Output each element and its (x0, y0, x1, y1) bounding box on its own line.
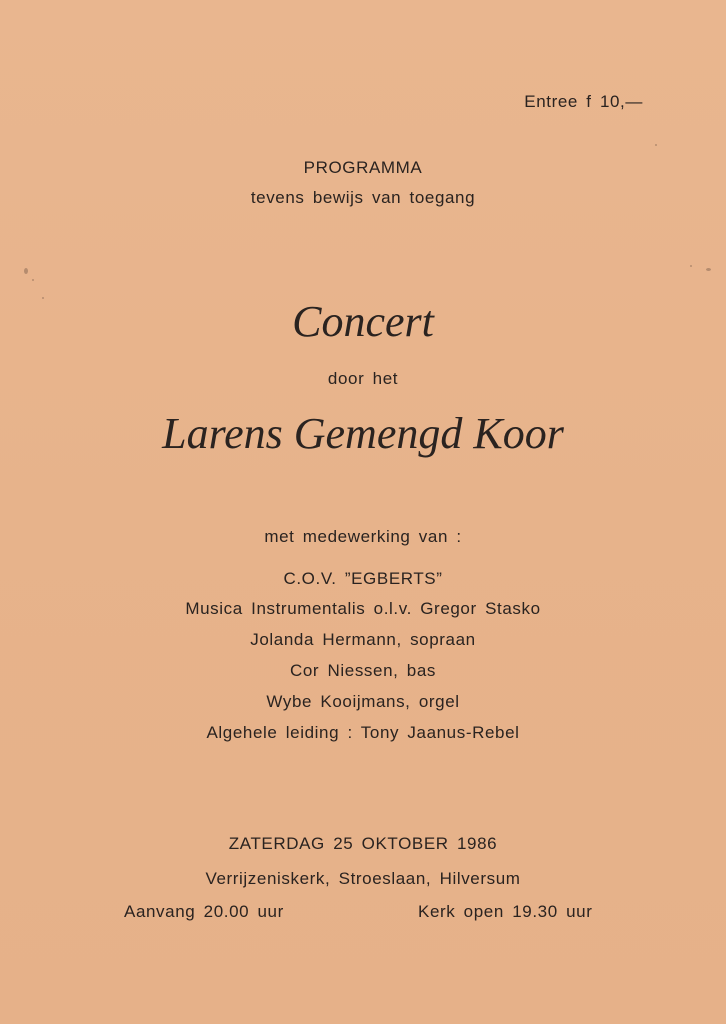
performer-item: Algehele leiding : Tony Jaanus-Rebel (206, 723, 520, 742)
paper-speck (706, 268, 711, 271)
entry-price: Entree f 10,— (524, 92, 643, 111)
performer-item: Wybe Kooijmans, orgel (266, 692, 460, 711)
programma-heading: PROGRAMMA (303, 158, 423, 177)
door-het-text: door het (327, 369, 399, 388)
admission-note: tevens bewijs van toegang (250, 188, 476, 207)
performer-item: C.O.V. ”EGBERTS” (283, 569, 443, 588)
choir-name: Larens Gemengd Koor (162, 409, 564, 458)
paper-speck (690, 265, 692, 267)
paper-speck (24, 268, 28, 274)
performer-item: Cor Niessen, bas (290, 661, 436, 680)
start-time: Aanvang 20.00 uur (124, 902, 284, 921)
cooperation-intro: met medewerking van : (264, 527, 462, 546)
paper-speck (32, 279, 34, 281)
performer-item: Musica Instrumentalis o.l.v. Gregor Stasko (185, 599, 541, 618)
event-date: ZATERDAG 25 OKTOBER 1986 (228, 834, 498, 853)
doors-open-time: Kerk open 19.30 uur (418, 902, 593, 921)
event-venue: Verrijzeniskerk, Stroeslaan, Hilversum (205, 869, 521, 888)
paper-speck (655, 144, 657, 146)
performer-item: Jolanda Hermann, sopraan (250, 630, 476, 649)
concert-title: Concert (292, 297, 434, 346)
